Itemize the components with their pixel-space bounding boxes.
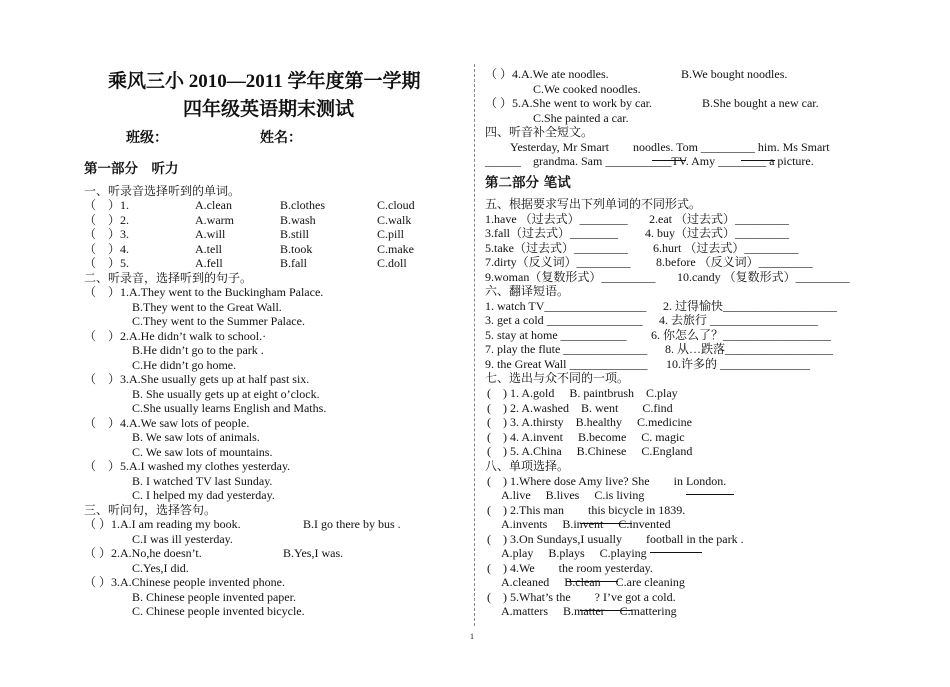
q7-instruction: 七、选出与众不同的一项。 [485,371,630,385]
q1-option-b: B.clothes [280,198,325,212]
q3-item-3-a: （ ）3.A.Chinese people invented phone. [84,575,285,589]
q2-item-1-b: B.They went to the Great Wall. [132,299,282,314]
q4-passage-line1: Yesterday, Mr Smart noodles. Tom _________ him. Ms Smart [510,139,830,154]
q1-row-num: （ ）2. [84,212,130,227]
q5-item: 1.have （过去式）________ [485,211,628,226]
q7-item: ( ) 4. A.invent B.become C. magic [487,429,685,444]
q6-item: 3. get a cold ________________ [485,313,643,327]
q6-item: 10.许多的 _______________ [666,356,811,371]
q1-option-a: A.warm [195,212,234,227]
q7-item: ( ) 3. A.thirsty B.healthy C.medicine [487,415,692,429]
q8-options-5: A.matters B.matter C.mattering [501,604,677,618]
q2-item-1-c: C.They went to the Summer Palace. [132,314,305,328]
q3-item-2-c: C.Yes,I did. [132,560,189,575]
exam-title-line2: 四年级英语期末测试 [183,99,355,120]
part1-heading: 第一部分 听力 [84,161,179,177]
q2-item-1-a: （ ）1.A.They went to the Buckingham Palace. [84,285,324,299]
q8-instruction: 八、单项选择。 [485,458,570,473]
q6-item: 7. play the flute ______________ [485,342,648,356]
page-number: 1 [470,632,474,641]
q2-item-3-c: C.She usually learns English and Maths. [132,401,327,415]
q6-item: 8. 从…跌落__________________ [665,342,834,356]
q3-item-3-c: C. Chinese people invented bicycle. [132,604,305,618]
q2-item-2-b: B.He didn’t go to the park . [132,343,264,357]
q2-item-2-a: （ ）2.A.He didn’t walk to school.· [84,328,267,343]
q5-item: 8.before （反义词）_________ [656,255,813,269]
q5-item: 5.take（过去式）_________ [485,240,628,255]
q3-instruction: 三、听问句，选择答句。 [84,502,217,517]
q2-item-5-a: （ ）5.A.I washed my clothes yesterday. [84,459,291,473]
q6-item: 2. 过得愉快___________________ [663,298,838,313]
q3-item-5-b: B.She bought a new car. [702,96,819,110]
q3-item-2-a: （ ）2.A.No,he doesn’t. [84,546,202,560]
q1-option-c: C.make [377,241,414,256]
rule-mark [652,160,686,161]
class-label: 班级： [126,131,168,146]
q2-item-4-c: C. We saw lots of mountains. [132,444,273,459]
q8-question-3: ( ) 3.On Sundays,I usually football in the park . [487,531,744,546]
q6-item: 6. 你怎么了？__________________ [651,327,832,342]
q8-question-1: ( ) 1.Where dose Amy live? She in London. [487,473,727,488]
q3-item-1-b: B.I go there by bus . [303,517,401,531]
q5-item: 10.candy （复数形式）_________ [677,269,850,284]
q1-instruction: 一、听录音选择听到的单词。 [84,184,241,198]
q2-item-4-a: （ ）4.A.We saw lots of people. [84,415,250,430]
q3-item-4-a: （ ）4.A.We ate noodles. [485,67,609,81]
q6-instruction: 六、翻译短语。 [485,284,570,298]
q8-options-4: A.cleaned B.clean C.are cleaning [501,575,685,589]
rule-mark [650,552,702,553]
q1-row-num: （ ）4. [84,241,130,256]
q1-option-c: C.cloud [377,198,415,212]
q3-item-3-b: B. Chinese people invented paper. [132,589,296,604]
q4-instruction: 四、听音补全短文。 [485,125,594,139]
q3-item-1-c: C.I was ill yesterday. [132,531,233,546]
q8-question-2: ( ) 2.This man this bicycle in 1839. [487,502,686,517]
q1-option-a: A.tell [195,241,222,256]
q6-item: 5. stay at home ___________ [485,327,627,342]
q6-item: 4. 去旅行 __________________ [659,313,819,327]
q1-option-b: B.took [280,241,313,256]
q2-item-5-b: B. I watched TV last Sunday. [132,473,273,488]
q2-instruction: 二、听录音，选择听到的句子。 [84,270,253,285]
part2-heading: 第二部分 笔试 [485,175,571,191]
q5-item: 3.fall（过去式）________ [485,226,618,240]
q1-option-c: C.pill [377,227,405,241]
q1-option-a: A.fell [195,256,223,270]
rule-mark [580,610,632,611]
column-divider [474,64,475,626]
q2-item-5-c: C. I helped my dad yesterday. [132,488,275,502]
rule-mark [741,160,775,161]
q2-item-3-a: （ ）3.A.She usually gets up at half past six. [84,372,310,386]
q1-option-b: B.still [280,227,310,241]
q3-item-5-c: C.She painted a car. [533,110,629,125]
q3-item-4-b: B.We bought noodles. [681,67,788,81]
rule-mark [686,494,734,495]
q1-row-num: （ ）3. [84,227,130,241]
q5-item: 9.woman（复数形式）_________ [485,269,656,284]
q8-options-3: A.play B.plays C.playing [501,546,647,560]
q5-item: 2.eat （过去式）_________ [649,211,789,226]
q1-option-a: A.will [195,227,226,241]
q1-option-a: A.clean [195,198,232,212]
q1-option-b: B.fall [280,256,307,270]
q8-question-4: ( ) 4.We the room yesterday. [487,560,653,575]
rule-mark [566,581,618,582]
q5-item: 6.hurt （过去式）_________ [653,240,799,255]
q8-options-1: A.live B.lives C.is living [501,488,645,502]
q7-item: ( ) 1. A.gold B. paintbrush C.play [487,386,678,400]
q3-item-4-c: C.We cooked noodles. [533,81,641,96]
q1-option-c: C.doll [377,256,407,270]
q3-item-2-b: B.Yes,I was. [283,546,344,560]
q2-item-2-c: C.He didn’t go home. [132,357,237,372]
name-label: 姓名： [260,131,302,146]
rule-mark [580,523,632,524]
q3-item-5-a: （ ）5.A.She went to work by car. [485,96,652,110]
q5-instruction: 五、根据要求写出下列单词的不同形式。 [485,197,702,211]
q2-item-4-b: B. We saw lots of animals. [132,430,260,444]
q8-question-5: ( ) 5.What’s the ? I’ve got a cold. [487,589,676,604]
q6-item: 1. watch TV_________________ [485,298,647,313]
exam-title-line1: 乘风三小 2010—2011 学年度第一学期 [108,71,421,92]
q1-option-c: C.walk [377,212,412,227]
q1-row-num: （ ）5. [84,256,130,270]
q6-item: 9. the Great Wall _____________ [485,356,648,371]
q8-options-2: A.invents B.invent C.invented [501,517,671,531]
q5-item: 7.dirty（反义词）_________ [485,255,631,269]
q4-passage-line2: ______ grandma. Sam ___________TV. Amy ________ a picture. [485,154,814,168]
q2-item-3-b: B. She usually gets up at eight o’clock. [132,386,320,401]
q7-item: ( ) 2. A.washed B. went C.find [487,400,673,415]
q5-item: 4. buy（过去式）_________ [645,226,790,240]
q7-item: ( ) 5. A.China B.Chinese C.England [487,444,693,458]
q3-item-1-a: （ ）1.A.I am reading my book. [84,517,241,531]
q1-row-num: （ ）1. [84,198,130,212]
q1-option-b: B.wash [280,212,316,227]
